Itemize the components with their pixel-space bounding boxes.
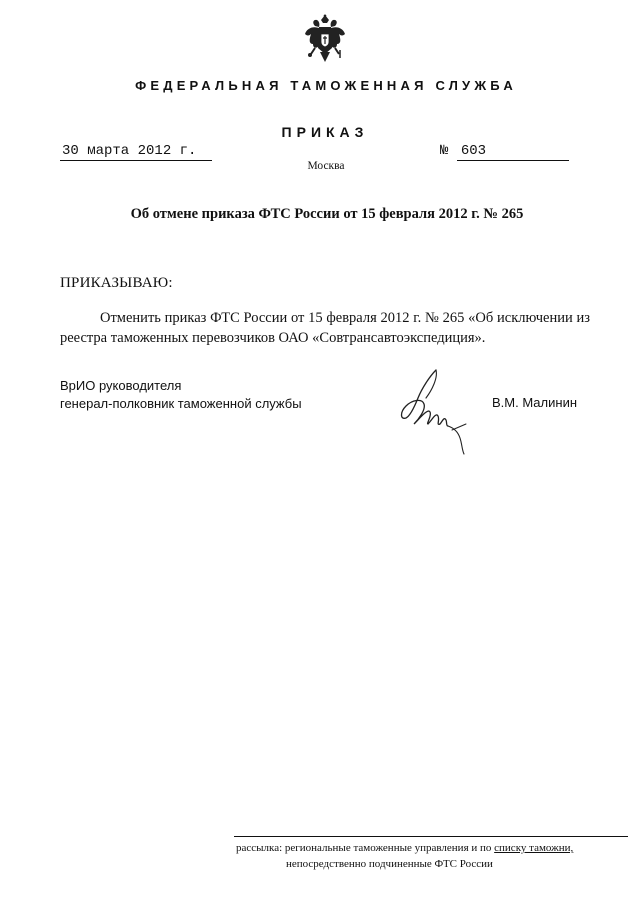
signature-icon	[392, 368, 476, 456]
order-number-field	[440, 143, 588, 161]
distribution-list	[236, 840, 630, 872]
document-type: ПРИКАЗ	[281, 124, 369, 140]
signer-name: В.М. Малинин	[492, 395, 578, 410]
position-line-1: ВрИО руководителя	[60, 378, 182, 393]
city: Москва	[307, 160, 345, 172]
order-date: 30 марта 2012 г.	[60, 143, 212, 161]
order-subject: Об отмене приказа ФТС России от 15 февраля 2012 г. № 265	[130, 206, 524, 222]
distribution-prefix: рассылка: региональные таможенные управления и по	[236, 842, 495, 854]
order-number: 603	[457, 143, 569, 161]
signatory-position	[60, 377, 302, 413]
order-directive: ПРИКАЗЫВАЮ:	[60, 275, 173, 291]
order-body-text: Отменить приказ ФТС России от 15 февраля 2012 г. № 265 «Об исключении из реестра таможенных перевозчиков ОАО «Совтрансавтоэкспедиция».	[60, 310, 590, 346]
distribution-underlined: списку таможни,	[494, 842, 574, 854]
footer-divider	[234, 836, 628, 837]
emblem-icon	[303, 14, 347, 66]
position-line-2: генерал-полковник таможенной службы	[60, 396, 302, 411]
order-number-label: №	[440, 143, 449, 159]
distribution-line-2: непосредственно подчиненные ФТС России	[286, 858, 493, 870]
agency-name: ФЕДЕРАЛЬНАЯ ТАМОЖЕННАЯ СЛУЖБА	[135, 78, 517, 93]
